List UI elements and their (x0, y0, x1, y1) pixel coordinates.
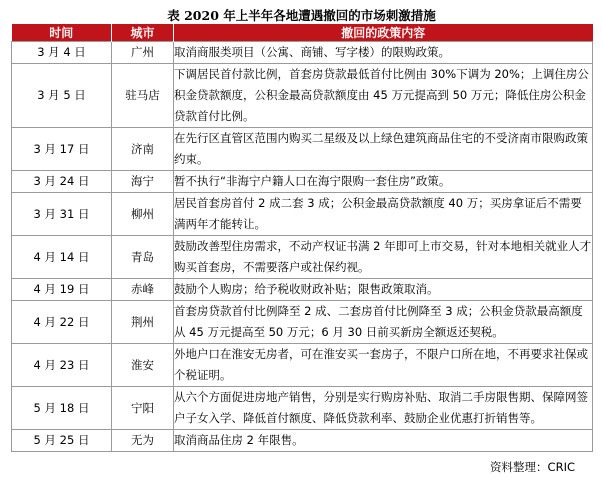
content-cell: 下调居民首付款比例，首套房贷款最低首付比例由 30%下调为 20%；上调住房公积金贷款额度，公积金最高贷款额度由 45 万元提高到 50 万元；降低住房公积金贷款首付比例。 (174, 64, 593, 128)
table-row (12, 387, 593, 430)
date-cell: 4 月 22 日 (12, 301, 112, 344)
source-note: 资料整理：CRIC (490, 460, 575, 474)
city-cell: 荆州 (112, 301, 174, 344)
city-cell: 青岛 (112, 236, 174, 279)
table-row (12, 279, 593, 301)
content-cell: 鼓励改善型住房需求，不动产权证书满 2 年即可上市交易，针对本地相关就业人才购买首套房，不需要落户或社保约视。 (174, 236, 593, 279)
date-cell: 4 月 23 日 (12, 344, 112, 387)
header-city: 城市 (112, 24, 174, 42)
city-cell: 海宁 (112, 171, 174, 193)
table-row (12, 193, 593, 236)
header-time: 时间 (12, 24, 112, 42)
header-content: 撤回的政策内容 (174, 24, 593, 42)
content-cell: 暂不执行“非海宁户籍人口在海宁限购一套住房”政策。 (174, 171, 593, 193)
content-cell: 居民首套房首付 2 成二套 3 成；公积金最高贷款额度 40 万；买房拿证后不需要满两年才能转让。 (174, 193, 593, 236)
city-cell: 宁阳 (112, 387, 174, 430)
city-cell: 无为 (112, 430, 174, 452)
date-cell: 3 月 24 日 (12, 171, 112, 193)
date-cell: 4 月 14 日 (12, 236, 112, 279)
city-cell: 淮安 (112, 344, 174, 387)
city-cell: 济南 (112, 128, 174, 171)
content-cell: 从六个方面促进房地产销售，分别是实行购房补贴、取消二手房限售期、保障网签户子女入学、降低首付额度、降低贷款利率、鼓励企业优惠打折销售等。 (174, 387, 593, 430)
table-row (12, 64, 593, 128)
table-row (12, 42, 593, 64)
date-cell: 3 月 5 日 (12, 64, 112, 128)
date-cell: 3 月 17 日 (12, 128, 112, 171)
city-cell: 广州 (112, 42, 174, 64)
date-cell: 4 月 19 日 (12, 279, 112, 301)
table-row (12, 236, 593, 279)
table-row (12, 128, 593, 171)
date-cell: 5 月 18 日 (12, 387, 112, 430)
content-cell: 在先行区直管区范围内购买二星级及以上绿色建筑商品住宅的不受济南市限购政策约束。 (174, 128, 593, 171)
table-row (12, 171, 593, 193)
content-cell: 鼓励个人购房；给予税收财政补贴；限售政策取消。 (174, 279, 593, 301)
header-row (12, 24, 593, 42)
table-row (12, 430, 593, 452)
table-row (12, 301, 593, 344)
policy-table (11, 24, 593, 452)
content-cell: 取消商品住房 2 年限售。 (174, 430, 593, 452)
content-cell: 取消商服类项目（公寓、商铺、写字楼）的限购政策。 (174, 42, 593, 64)
content-cell: 外地户口在淮安无房者，可在淮安买一套房子，不限户口所在地，不再要求社保或个税证明。 (174, 344, 593, 387)
date-cell: 3 月 31 日 (12, 193, 112, 236)
table-row (12, 344, 593, 387)
date-cell: 3 月 4 日 (12, 42, 112, 64)
city-cell: 驻马店 (112, 64, 174, 128)
city-cell: 赤峰 (112, 279, 174, 301)
date-cell: 5 月 25 日 (12, 430, 112, 452)
city-cell: 柳州 (112, 193, 174, 236)
content-cell: 首套房贷款首付比例降至 2 成、二套房首付比例降至 3 成；公积金贷款最高额度从 45 万元提高至 50 万元；6 月 30 日前买新房全额返还契税。 (174, 301, 593, 344)
table-title: 表 2020 年上半年各地遭遇撤回的市场刺激措施 (167, 8, 436, 23)
